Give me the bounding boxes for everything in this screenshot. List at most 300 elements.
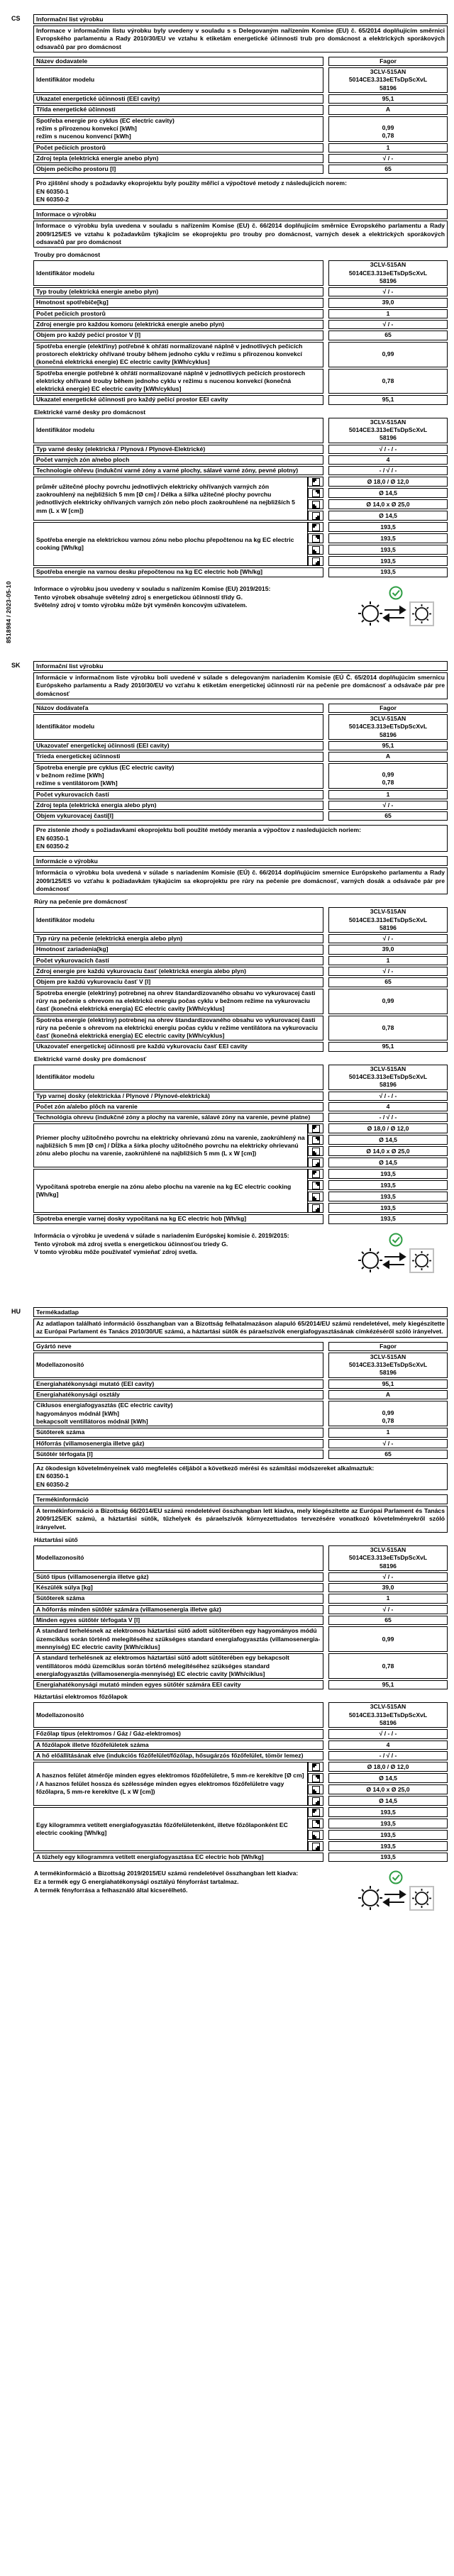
zone-value: 193,5 (328, 1841, 448, 1851)
row-label (33, 1214, 323, 1223)
section-hu (0, 1307, 454, 1915)
lamp-note-row (33, 585, 448, 631)
label-line: Identifikátor modelu (36, 426, 95, 433)
zone-back-right-icon (312, 1820, 320, 1828)
document-number-vertical: 8518984 / 2023-05-10 (5, 581, 12, 643)
label-line: Spotřeba energie potřebné k ohřátí normalizované náplně v jednotlivých pečicích prostorech elektricky ohřívané trouby během jednoho cyklu v režimu s nucenou konvekcí (konečná elektrická energie) EC electric cavity [kWh/cyklus] (36, 369, 306, 393)
label-line: Spotreba energie (elektriny) potrebnej na ohrev štandardizovaného obsahu vo vykurovacej časti rúry na pečenie s ohrevom na elektrickú energiu počas cyklu v režime ventilátora na vykurovaciu časť (konečná elektrická energia) EC electric cavity [kWh/cyklus] (36, 1016, 318, 1040)
label-line: Objem vykurovacej časti[l] (36, 812, 114, 820)
table-row (33, 967, 448, 976)
section-content (33, 14, 448, 631)
row-label (33, 67, 323, 93)
label-line: Typ varnej dosky (elektrickáa / Plynové / Plynové-elektrická) (36, 1092, 210, 1099)
label-line: Zdroj energie pre každú vykurovaciu časť (elektrická energia alebo plyn) (36, 967, 246, 975)
value-line: A (385, 1391, 391, 1399)
check-icon (390, 1872, 402, 1884)
zone-value: 193,5 (328, 556, 448, 566)
table-row (33, 1680, 448, 1689)
table-row (33, 395, 448, 404)
value-line: 5014CE3.313eETsDpScXvL (348, 1072, 428, 1080)
zone-icon-cell (308, 1796, 323, 1806)
standards-box (33, 825, 448, 852)
hob-subtitle: Elektrické varné dosky pre domácnosť (34, 1055, 147, 1062)
row-label (33, 945, 323, 954)
zone-back-right-icon (312, 1182, 320, 1189)
block-label: Spotřeba energie na elektrickou varnou zónu nebo plochu přepočtenou na kg EC electric cooking [Wh/kg] (33, 522, 308, 566)
zone-icon-column (308, 1807, 323, 1851)
row-value (328, 1428, 448, 1437)
value-line: 3CLV-515AN (370, 1703, 406, 1711)
zone-front-right-icon (312, 1843, 320, 1850)
zone-icon-cell (308, 488, 323, 498)
product-info-title: Termékinformáció (33, 1494, 448, 1504)
supplier-table (33, 1342, 448, 1460)
product-info-intro: A termékinformáció a Bizottság 66/2014/EU számú rendeletével összhangban lett kiadva, mely kiegészítette az Európai Parlament és Tanács 2009/125/EK számú, a háztartási sütők, tűzhelyek és páraelszívók környezettudatos tervezésére vonatkozó követelményekről szóló irányelvet. (33, 1506, 448, 1533)
product-info-intro: Informace o výrobku byla uvedena v souladu s nařízením Komise (EU) č. 66/2014 doplňujícím směrnice Evropského parlamentu a Rady 2009/125/ES ve vztahu k požadavkům týkajícím se ekoprojektu pro trouby pro domácnost, varných desek a elektrických sporákových odsavačů par pro domácnost (33, 221, 448, 248)
product-info-title: Informace o výrobku (33, 209, 448, 219)
value-line: 193,5 (380, 1215, 396, 1223)
value-line: 0,99 (382, 996, 394, 1004)
table-row (33, 811, 448, 821)
value-line: 5014CE3.313eETsDpScXvL (348, 1554, 428, 1562)
row-value (328, 1214, 448, 1223)
hob-table (33, 1702, 448, 1862)
label-line: Hőforrás (villamosenergia illetve gáz) (36, 1439, 145, 1447)
row-value (328, 1401, 448, 1426)
row-value (328, 116, 448, 142)
zone-icon-cell (308, 1135, 323, 1145)
table-row (33, 154, 448, 163)
supplier-table (33, 704, 448, 821)
zone-value-column (328, 1762, 448, 1806)
light-source-pictogram (341, 1870, 448, 1915)
table-row (33, 1065, 448, 1090)
block-label: Egy kilogrammra vetített energiafogyasztás főzőfelületenként, illetve főzőlaponként EC electric cooking [Wh/kg] (33, 1807, 308, 1851)
row-label (33, 1379, 323, 1389)
zone-icon-cell (308, 533, 323, 543)
fiche-intro: Az adatlapon található információ összhangban van a Bizottság felhatalmazáson alapuló 65/2014/EU számú rendeletével, mely kiegészítette az Európai Parlament és Tanács 2010/30/UE számú, a háztartási sütők és páraelszívók energiafogyasztásának címkézéséről szóló irányelvet. (33, 1318, 448, 1338)
zone-value: 193,5 (328, 1830, 448, 1840)
table-row (33, 977, 448, 987)
zone-icon-cell (308, 1773, 323, 1783)
row-label (33, 143, 323, 152)
value-line: √ / - (382, 1572, 394, 1580)
label-line: Počet vykurovacích častí (36, 956, 109, 964)
section-content (33, 661, 448, 1277)
table-row (33, 1605, 448, 1614)
value-line: 3CLV-515AN (370, 418, 406, 426)
row-value (328, 989, 448, 1014)
label-line: Gyártó neve (36, 1342, 72, 1350)
label-line: hagyományos módnál [kWh] (36, 1409, 119, 1417)
table-row (33, 714, 448, 740)
lamp-note-row (33, 1232, 448, 1277)
zone-value: Ø 14,0 x Ø 25,0 (328, 1146, 448, 1156)
lamp-note-row (33, 1870, 448, 1915)
zone-front-right-icon (312, 557, 320, 565)
table-row (33, 1113, 448, 1122)
table-row (33, 1428, 448, 1437)
label-line: Počet zón a/alebo plôch na varenie (36, 1102, 138, 1110)
row-value (328, 57, 448, 66)
row-label (33, 320, 323, 329)
zone-position-dot (313, 1126, 316, 1129)
row-value (328, 298, 448, 307)
check-icon (390, 1233, 402, 1245)
zone-energy-block (33, 522, 448, 566)
value-line: 3CLV-515AN (370, 1353, 406, 1360)
row-label (33, 1616, 323, 1625)
label-line: Ukazovateľ energetickej účinnosti (EEI cavity) (36, 742, 170, 750)
standards-line: EN 60350-1 (36, 187, 69, 195)
row-value (328, 143, 448, 152)
zone-value: Ø 14,5 (328, 1135, 448, 1145)
table-row (33, 1702, 448, 1728)
standards-box (33, 1463, 448, 1490)
row-label (33, 369, 323, 394)
label-line: Objem pre každú vykurovaciu časť V [l] (36, 978, 151, 986)
label-line: Spotreba energie (elektriny) potrebnej na ohrev štandardizovaného obsahu vo vykurovacej časti rúry na pečenie s ohrevom na elektrickú energiu počas cyklu v bežnom režime na vykurovaciu časť (konečná elektrická energia) EC electric cavity [kWh/cyklus] (36, 989, 316, 1013)
table-row (33, 298, 448, 307)
value-line: 95,1 (382, 1043, 394, 1050)
row-value (328, 1439, 448, 1448)
value-line: Fagor (380, 57, 397, 65)
value-line: 5014CE3.313eETsDpScXvL (348, 76, 428, 84)
standards-line: EN 60350-1 (36, 1472, 69, 1480)
label-line: Identifikátor modelu (36, 916, 95, 923)
value-line: - / √ / - (379, 467, 397, 474)
row-value (328, 1680, 448, 1689)
value-line: 1 (386, 790, 390, 798)
row-value (328, 704, 448, 713)
value-line: 58196 (380, 1369, 397, 1377)
oven-table (33, 907, 448, 1051)
lamp-note-line: V tomto výrobku môže používateľ vymieňať zdroj svetla. (34, 1248, 198, 1256)
row-label (33, 1702, 323, 1728)
supplier-table (33, 57, 448, 174)
label-line: Ciklusos energiafogyasztás (EC electric cavity) (36, 1401, 173, 1409)
zone-value: Ø 14,0 x Ø 25,0 (328, 499, 448, 509)
row-value (328, 1616, 448, 1625)
label-line: Technologie ohřevu (indukční varné zóny a varné plochy, sálavé varné zóny, pevné plotny) (36, 467, 299, 474)
zone-icon-cell (308, 545, 323, 555)
section-content (33, 1307, 448, 1915)
label-line: Typ trouby (elektrická energie anebo plyn) (36, 288, 159, 296)
zone-icon-column (308, 1762, 323, 1806)
zone-front-left-icon (312, 1148, 320, 1155)
hob-total-row (33, 1853, 448, 1862)
zone-value: Ø 18,0 / Ø 12,0 (328, 1123, 448, 1133)
zone-value: Ø 14,5 (328, 1773, 448, 1783)
value-line: √ / - (382, 288, 394, 296)
table-row (33, 801, 448, 810)
zone-value-column (328, 1123, 448, 1167)
row-label (33, 1605, 323, 1614)
zone-value: 193,5 (328, 545, 448, 555)
table-row (33, 704, 448, 713)
fiche-intro: Informácie v informačnom liste výrobku boli uvedené v súlade s delegovaným nariadením Komisie (EÚ Č. 65/2014 doplňujúcim smernicu Európskeho parlamentu a Rady 2010/30/EU vo vzťahu k etiketám energetickej účinnosti rúr na pečenie pre domácnosť a odsávače pár pre domácnosť (33, 672, 448, 699)
zone-value: 193,5 (328, 1169, 448, 1179)
zone-value-column (328, 522, 448, 566)
row-label (33, 1016, 323, 1041)
zone-icon-cell (308, 1123, 323, 1133)
lamp-note-line: A termékinformáció a Bizottság 2019/2015/EU számú rendeletével összhangban lett kiadva: (34, 1870, 299, 1877)
replaceable-lamp-icon (410, 1887, 433, 1910)
row-value (328, 369, 448, 394)
label-line: Minden egyes sütőtér térfogata V [l] (36, 1616, 140, 1624)
row-value (328, 1353, 448, 1378)
row-label (33, 1065, 323, 1090)
lamp-icon (358, 601, 382, 626)
row-label (33, 790, 323, 799)
row-label (33, 116, 323, 142)
label-line: Ukazovateľ energetickej účinnosti pre každú vykurovaciu časť EEI cavity (36, 1043, 248, 1050)
zone-icon-cell (308, 1180, 323, 1190)
zone-position-dot (316, 516, 319, 519)
lamp-note (33, 1870, 341, 1894)
light-source-pictogram (341, 585, 448, 631)
label-line: bekapcsolt ventillátoros módnál [kWh] (36, 1417, 148, 1425)
zone-position-dot (316, 1846, 319, 1850)
value-line: 39,0 (382, 945, 394, 953)
row-value (328, 154, 448, 163)
table-row (33, 1751, 448, 1760)
table-row (33, 105, 448, 114)
value-line: 95,1 (382, 742, 394, 750)
row-label (33, 956, 323, 965)
zone-position-dot (316, 490, 319, 494)
row-value (328, 790, 448, 799)
row-label (33, 1401, 323, 1426)
row-label (33, 1545, 323, 1571)
table-row (33, 945, 448, 954)
label-line: A hőforrás minden sütőtér számára (villamosenergia illetve gáz) (36, 1605, 221, 1613)
value-line: Fagor (380, 704, 397, 711)
standards-box (33, 178, 448, 205)
table-row (33, 369, 448, 394)
row-label (33, 445, 323, 454)
value-line: √ / - (382, 321, 394, 328)
zone-position-dot (313, 1789, 316, 1793)
zone-front-left-icon (312, 546, 320, 554)
table-row (33, 1729, 448, 1738)
table-row (33, 1741, 448, 1750)
zone-position-dot (313, 1197, 316, 1200)
label-line: Energiahatékonysági mutató minden egyes sütőtér számára EEI cavity (36, 1681, 241, 1689)
value-line: 0,99 (382, 770, 394, 778)
row-label (33, 94, 323, 104)
value-line: 5014CE3.313eETsDpScXvL (348, 426, 428, 433)
row-label (33, 1450, 323, 1459)
zone-icon-cell (308, 522, 323, 532)
value-line: 3CLV-515AN (370, 908, 406, 916)
standards-line: EN 60350-2 (36, 1480, 69, 1488)
value-line: 58196 (380, 84, 397, 91)
label-line: Spotreba energie pre cyklus (EC electric cavity) (36, 763, 175, 771)
zone-position-dot (316, 1137, 319, 1140)
zone-position-dot (313, 1809, 316, 1813)
row-value (328, 1594, 448, 1603)
value-line: 39,0 (382, 1584, 394, 1592)
label-line: Ukazatel energetické účinnosti pro každý pečicí prostor EEI cavity (36, 396, 228, 404)
row-value (328, 1572, 448, 1582)
light-source-replaceable-pictogram (355, 1232, 434, 1277)
lamp-icon (358, 1886, 382, 1910)
table-row (33, 57, 448, 66)
zone-position-dot (316, 1182, 319, 1186)
row-label (33, 811, 323, 821)
row-value (328, 1102, 448, 1111)
oven-table (33, 260, 448, 404)
value-line: 0,78 (382, 779, 394, 787)
zone-position-dot (313, 1151, 316, 1155)
row-label (33, 1680, 323, 1689)
table-row (33, 934, 448, 943)
value-line: √ / - (382, 935, 394, 943)
row-value (328, 1390, 448, 1399)
row-label (33, 260, 323, 286)
label-line: A standard terhelésnek az elektromos háztartási sütő adott sütőterében egy bekapcsolt ventillátoros módú üzemciklus során történő melegítéséhez szükséges standard energiafogyasztás (villamosenergia-mennyiség) EC electric cavity [kWh/ciklus] (36, 1654, 289, 1677)
row-value (328, 1092, 448, 1101)
zone-position-dot (313, 1835, 316, 1838)
row-label (33, 1626, 323, 1652)
zone-position-dot (313, 550, 316, 553)
zone-position-dot (316, 1775, 319, 1779)
fiche-title: Termékadatlap (33, 1307, 448, 1317)
lamp-note-line: Informace o výrobku jsou uvedeny v souladu s nařízením Komise (EU) 2019/2015: (34, 584, 271, 592)
zone-value: Ø 18,0 / Ø 12,0 (328, 1762, 448, 1772)
row-label (33, 977, 323, 987)
value-line: 1 (386, 1594, 390, 1602)
row-label (33, 989, 323, 1014)
row-label (33, 1853, 323, 1862)
zone-position-dot (313, 504, 316, 508)
block-label: Priemer plochy užitočného povrchu na elektricky ohrievanú zónu na varenie, zaokrúhlený na najbližších 5 mm [Ø cm] / Dĺžka a šírka plochy užitočného povrchu na elektricky ohrievanú zónu alebo plochu na varenie, zaokrúhlené na najbližších 5 mm (L x W [cm]) (33, 1123, 308, 1167)
row-value (328, 967, 448, 976)
table-row (33, 1016, 448, 1041)
row-label (33, 1594, 323, 1603)
row-value (328, 320, 448, 329)
row-value (328, 752, 448, 761)
label-line: Identifikátor modelu (36, 1072, 95, 1080)
value-line: 3CLV-515AN (370, 261, 406, 269)
row-value (328, 165, 448, 174)
value-line: 95,1 (382, 396, 394, 404)
value-line: 58196 (380, 434, 397, 442)
value-line: √ / - (382, 801, 394, 809)
table-row (33, 790, 448, 799)
zone-icon-cell (308, 511, 323, 521)
lamp-note-line: Ez a termék egy G energiahatékonysági osztályú fényforrást tartalmaz. (34, 1878, 239, 1886)
label-line: v bežnom režime [kWh] (36, 771, 104, 779)
row-label (33, 309, 323, 318)
table-row (33, 1545, 448, 1571)
table-row (33, 287, 448, 296)
zone-icon-cell (308, 1762, 323, 1772)
zone-icon-column (308, 477, 323, 521)
row-label (33, 342, 323, 367)
value-line: 65 (384, 1450, 392, 1458)
row-label (33, 741, 323, 750)
value-line: 58196 (380, 1562, 397, 1570)
block-label: A hasznos felület átmérője minden egyes elektromos főzőfelületre, 5 mm-re kerekítve [Ø cm] / A hasznos felület hossza és szélessége minden egyes elektromos főzőfelületre vagy főzőlapra, 5 mm-re kerekítve (L x W [cm]) (33, 1762, 308, 1806)
row-label (33, 298, 323, 307)
table-row (33, 260, 448, 286)
zone-back-left-icon (312, 523, 320, 531)
table-row (33, 989, 448, 1014)
label-line: Zdroj tepla (elektrická energie anebo plyn) (36, 154, 159, 162)
table-row (33, 455, 448, 465)
label-line: Třída energetické účinnosti (36, 106, 116, 113)
row-label (33, 1428, 323, 1437)
row-value (328, 907, 448, 933)
value-line: 65 (384, 812, 392, 820)
section-sk (0, 661, 454, 1277)
value-line: 193,5 (380, 1853, 396, 1861)
hob-total-row (33, 1214, 448, 1223)
replaceable-lamp-icon (410, 602, 433, 626)
zone-front-right-icon (312, 1204, 320, 1212)
zone-value: 193,5 (328, 1203, 448, 1213)
label-line: Název dodavatele (36, 57, 88, 65)
zone-front-right-icon (312, 512, 320, 520)
zone-value-column (328, 1169, 448, 1213)
zone-icon-cell (308, 1819, 323, 1828)
label-line: Modellazonosító (36, 1361, 84, 1369)
row-label (33, 1042, 323, 1051)
label-line: Objem pečicího prostoru [l] (36, 165, 116, 173)
language-code: HU (11, 1308, 21, 1315)
value-line: √ / - / - (379, 445, 397, 453)
value-line: 65 (384, 1616, 392, 1624)
row-value (328, 977, 448, 987)
row-value (328, 1729, 448, 1738)
table-row (33, 752, 448, 761)
row-value (328, 1853, 448, 1862)
value-line: 0,78 (382, 377, 394, 384)
lamp-note (33, 585, 341, 610)
zone-front-left-icon (312, 1193, 320, 1201)
standards-line: Pro zjištění shody s požadavky ekoprojektu byly použity měřicí a výpočtové metody z následujících norem: (36, 179, 347, 187)
zone-icon-cell (308, 556, 323, 566)
zone-icon-cell (308, 1830, 323, 1840)
table-row (33, 1583, 448, 1592)
value-line: 65 (384, 165, 392, 173)
zone-value: Ø 14,0 x Ø 25,0 (328, 1784, 448, 1794)
zone-back-left-icon (312, 1125, 320, 1133)
fiche-intro: Informace v informačním listu výrobku byly uvedeny v souladu s s Delegovaným nařízením Komise (EU) č. 65/2014 doplňujícím směrnici Evropského parlamentu a Rady 2010/30/EU ve vztahu k etiketám energetické účinnosti trub pro domácnost a elektrických sporákových odsavačů par pro domácnost (33, 26, 448, 52)
value-line: 193,5 (380, 568, 396, 576)
zone-position-dot (316, 1208, 319, 1211)
zone-icon-cell (308, 1146, 323, 1156)
table-row (33, 1390, 448, 1399)
label-line: Počet pečicích prostorů (36, 143, 106, 151)
zone-value-column (328, 1807, 448, 1851)
row-label (33, 752, 323, 761)
lamp-note (33, 1232, 341, 1257)
zone-icon-cell (308, 477, 323, 487)
hob-subtitle: Elektrické varné desky pro domácnost (34, 408, 146, 416)
zone-value: 193,5 (328, 1192, 448, 1201)
label-line: Trieda energetickej účinnosti (36, 753, 121, 760)
zone-back-right-icon (312, 1775, 320, 1782)
zone-position-dot (313, 524, 316, 528)
value-line: 95,1 (382, 1379, 394, 1387)
row-label (33, 466, 323, 475)
value-line: 0,78 (382, 1662, 394, 1670)
value-line: Fagor (380, 1342, 397, 1350)
label-line: Zdroj energie pro každou komoru (elektrická energie anebo plyn) (36, 321, 225, 328)
